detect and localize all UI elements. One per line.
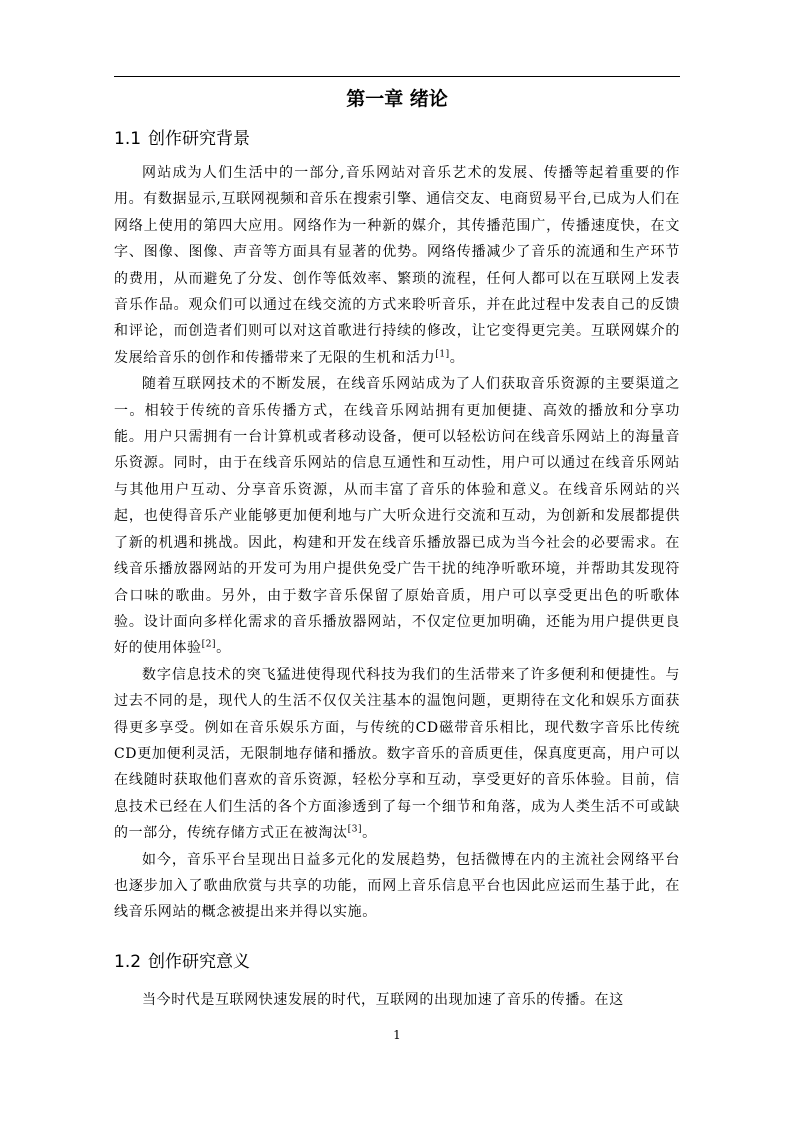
paragraph-tail: 。 [216, 640, 231, 657]
section-1-2-body [114, 987, 680, 1013]
section-heading-1-1 [114, 127, 250, 151]
paragraph [114, 160, 680, 371]
paragraph-tail: 。 [362, 825, 377, 842]
paragraph-tail: 。 [449, 349, 465, 366]
paragraph-text: 网站成为人们生活中的一部分,音乐网站对音乐艺术的发展、传播等起着重要的作用。有数据显示,互联网视频和音乐在搜索引擎、通信交友、电商贸易平台,已成为人们在网络上使用的第四大应用。网络作为一种新的媒介，其传播范围广，传播速度快，在文字、图像、图像、声音等方面具有显著的优势。网络传播减少了音乐的流通和生产环节的费用，从而避免了分发、创作等低效率、繁琐的流程，任何人都可以在互联网上发表音乐作品。观众们可以通过在线交流的方式来聆听音乐，并在此过程中发表自己的反馈和评论，而创造者们则可以对这首歌进行持续的修改，让它变得更完美。互联网媒介的发展给音乐的创作和传播带来了无限的生机和活力 [114, 165, 680, 366]
paragraph [114, 847, 680, 926]
paragraph-text: 数字信息技术的突飞猛进使得现代科技为我们的生活带来了许多便利和便捷性。与过去不同的是，现代人的生活不仅仅关注基本的温饱问题，更期待在文化和娱乐方面获得更多享受。例如在音乐娱乐方面，与传统的CD磁带音乐相比，现代数字音乐比传统CD更加便利灵活，无限制地存储和播放。数字音乐的音质更佳，保真度更高，用户可以在线随时获取他们喜欢的音乐资源，轻松分享和互动，享受更好的音乐体验。目前，信息技术已经在人们生活的各个方面渗透到了每一个细节和角落，成为人类生活不可或缺的一部分，传统存储方式正在被淘汰 [114, 666, 680, 842]
section-number: 1.1 [114, 129, 142, 149]
chapter-title: 第一章 绪论 [346, 88, 448, 110]
paragraph-text: 当今时代是互联网快速发展的时代，互联网的出现加速了音乐的传播。在这 [142, 992, 624, 1008]
citation-ref: [3] [347, 824, 363, 835]
section-title: 创作研究背景 [148, 129, 251, 149]
paragraph [114, 371, 680, 661]
paragraph [114, 987, 680, 1013]
section-1-1-body [114, 160, 680, 926]
citation-ref: [2] [201, 639, 217, 650]
citation-ref: [1] [435, 349, 450, 360]
section-number: 1.2 [114, 952, 142, 972]
section-title: 创作研究意义 [148, 952, 251, 972]
paragraph-text: 如今，音乐平台呈现出日益多元化的发展趋势，包括微博在内的主流社会网络平台也逐步加入了歌曲欣赏与共享的功能，而网上音乐信息平台也因此应运而生基于此，在线音乐网站的概念被提出来并得以实施。 [114, 851, 680, 921]
paragraph-text: 随着互联网技术的不断发展，在线音乐网站成为了人们获取音乐资源的主要渠道之一。相较于传统的音乐传播方式，在线音乐网站拥有更加便捷、高效的播放和分享功能。用户只需拥有一台计算机或者移动设备，便可以轻松访问在线音乐网站上的海量音乐资源。同时，由于在线音乐网站的信息互通性和互动性，用户可以通过在线音乐网站与其他用户互动、分享音乐资源，从而丰富了音乐的体验和意义。在线音乐网站的兴起，也使得音乐产业能够更加便利地与广大听众进行交流和互动，为创新和发展都提供了新的机遇和挑战。因此，构建和开发在线音乐播放器已成为当今社会的必要需求。在线音乐播放器网站的开发可为用户提供免受广告干扰的纯净听歌环境，并帮助其发现符合口味的歌曲。另外，由于数字音乐保留了原始音质，用户可以享受更出色的听歌体验。设计面向多样化需求的音乐播放器网站，不仅定位更加明确，还能为用户提供更良好的使用体验 [114, 376, 680, 657]
paragraph [114, 662, 680, 847]
section-heading-1-2 [114, 950, 250, 974]
page-number: 1 [393, 1028, 401, 1042]
header-rule [114, 76, 680, 77]
